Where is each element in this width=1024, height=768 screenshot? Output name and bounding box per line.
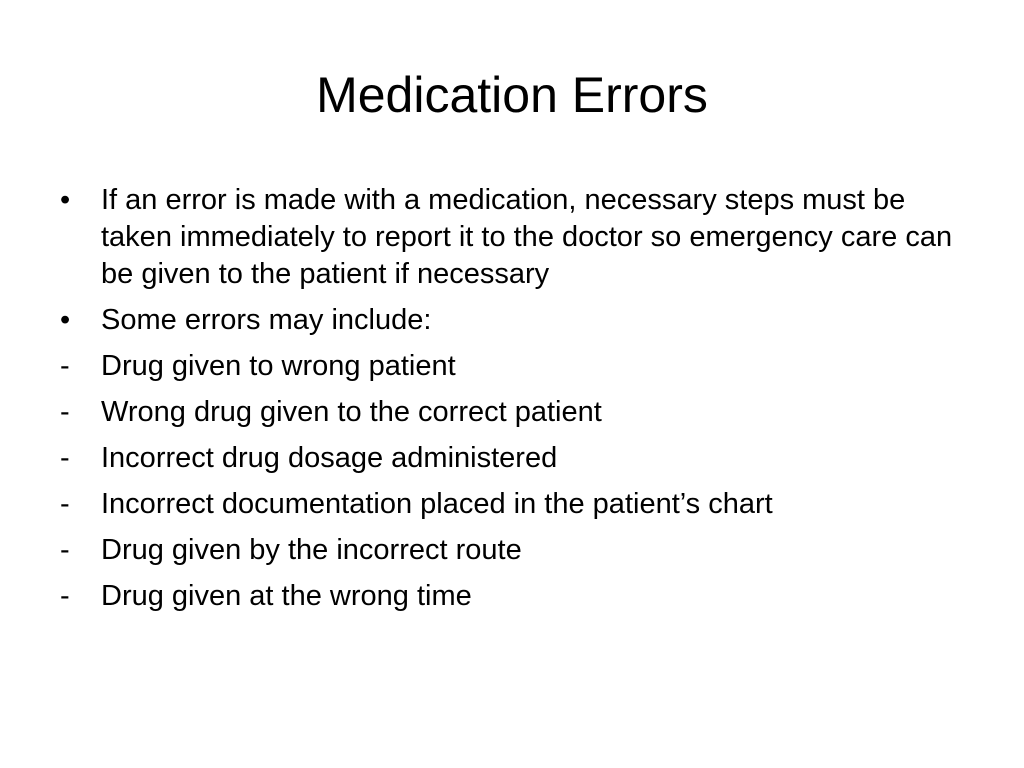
list-item xyxy=(56,302,976,339)
list-item xyxy=(56,440,976,477)
list-item xyxy=(56,532,976,569)
list-item xyxy=(56,348,976,385)
bullet-marker-icon xyxy=(60,182,90,219)
list-item xyxy=(56,578,976,615)
list-item-text: Drug given at the wrong time xyxy=(101,580,472,612)
dash-marker-icon xyxy=(60,440,90,477)
list-item-text: Drug given by the incorrect route xyxy=(101,534,522,566)
list-item xyxy=(56,182,976,293)
bullet-list xyxy=(56,182,976,615)
list-item xyxy=(56,394,976,431)
dash-marker-icon xyxy=(60,348,90,385)
list-item xyxy=(56,486,976,523)
list-item-text: Incorrect drug dosage administered xyxy=(101,442,558,474)
bullet-marker-icon xyxy=(60,302,90,339)
dash-marker-icon xyxy=(60,578,90,615)
dash-marker-icon xyxy=(60,394,90,431)
list-item-text: If an error is made with a medication, necessary steps must be taken immediately to report it to the doctor so emergency care can be given to the patient if necessary xyxy=(101,184,953,290)
dash-marker-icon xyxy=(60,532,90,569)
list-item-text: Incorrect documentation placed in the patient’s chart xyxy=(101,488,773,520)
list-item-text: Wrong drug given to the correct patient xyxy=(101,396,602,428)
dash-marker-icon xyxy=(60,486,90,523)
list-item-text: Drug given to wrong patient xyxy=(101,350,456,382)
slide-title: Medication Errors xyxy=(316,67,708,123)
list-item-text: Some errors may include: xyxy=(101,304,432,336)
